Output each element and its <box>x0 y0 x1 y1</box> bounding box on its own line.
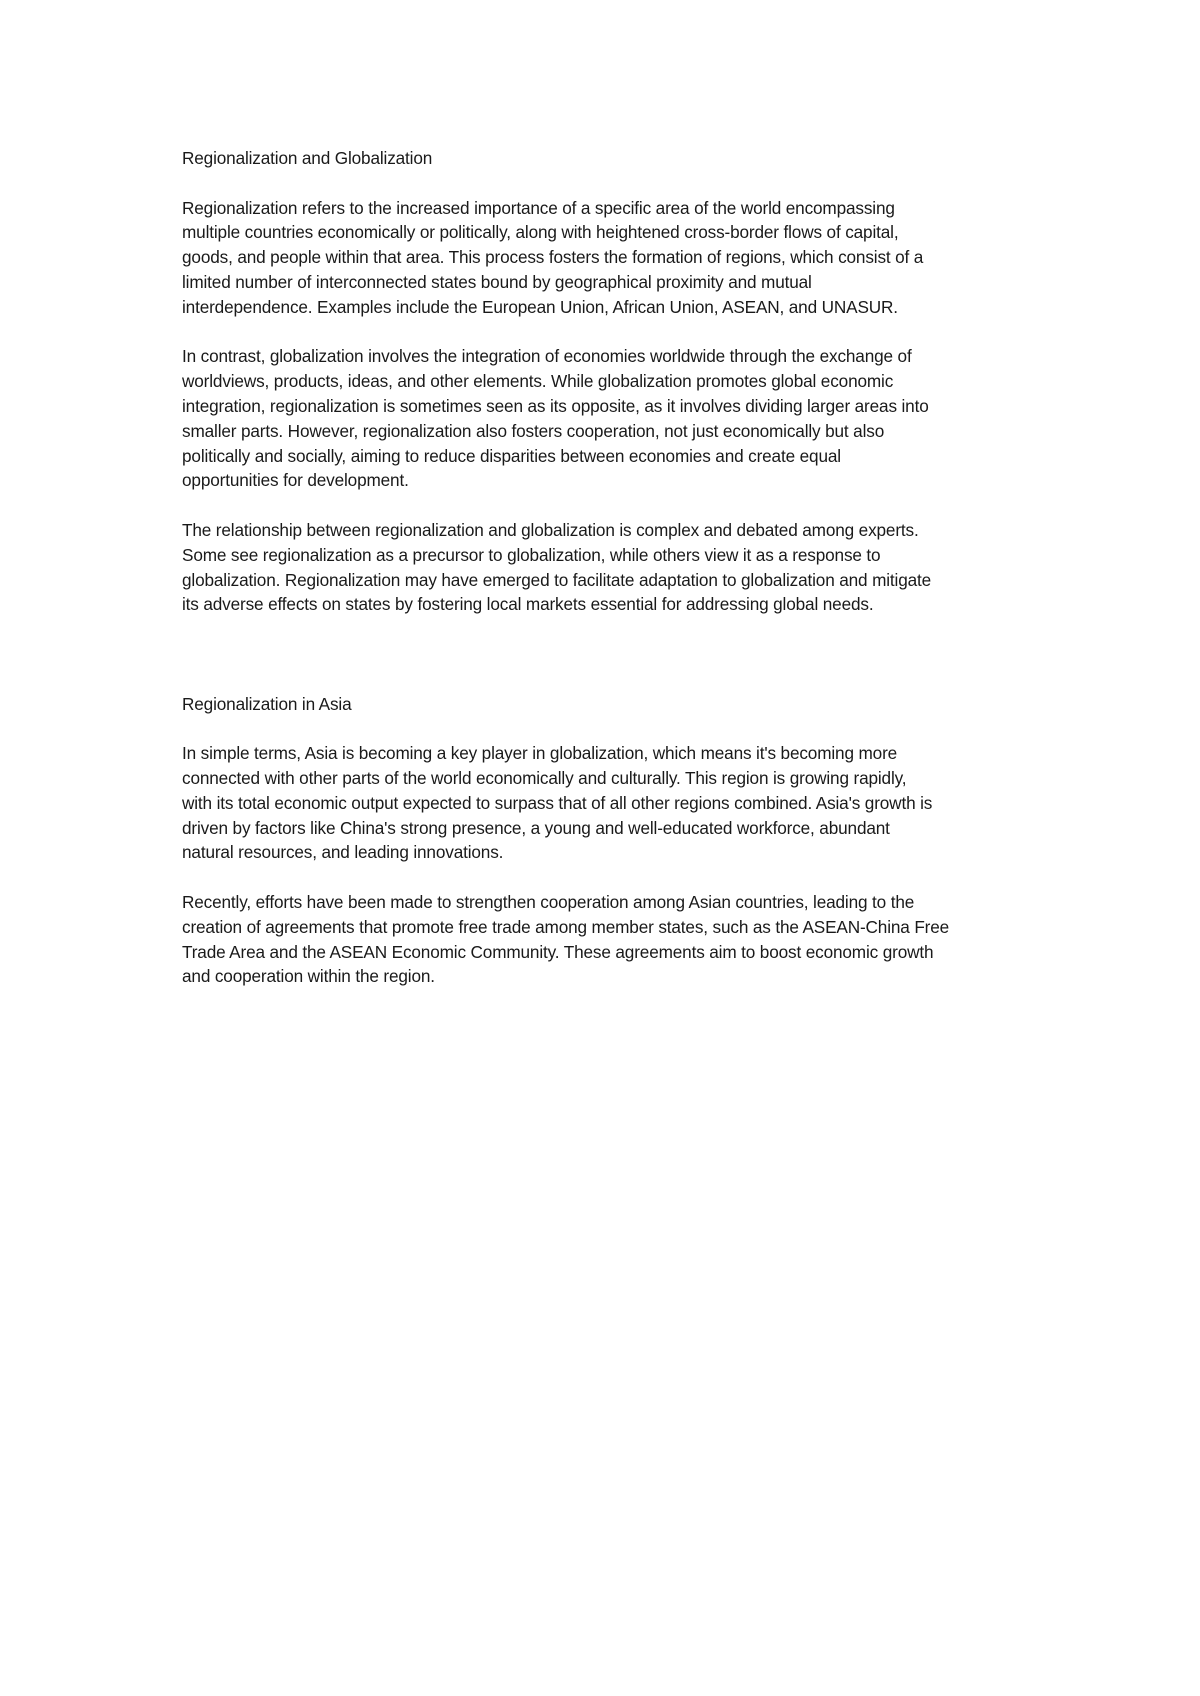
text-line: interdependence. Examples include the European Union, African Union, ASEAN, and UNASUR. <box>182 296 898 317</box>
text-line: Trade Area and the ASEAN Economic Community. These agreements aim to boost economic growth <box>182 941 934 962</box>
text-line: politically and socially, aiming to reduce disparities between economies and create equal <box>182 445 841 466</box>
text-line: multiple countries economically or politically, along with heightened cross-border flows of capital, <box>182 222 899 243</box>
text-line: Some see regionalization as a precursor to globalization, while others view it as a response to <box>182 544 881 565</box>
section-heading: Regionalization and Globalization <box>182 148 433 168</box>
text-line: smaller parts. However, regionalization also fosters cooperation, not just economically but also <box>182 420 885 441</box>
section-heading: Regionalization in Asia <box>182 693 352 714</box>
text-line: Recently, efforts have been made to strengthen cooperation among Asian countries, leading to the <box>182 891 915 912</box>
text-line: connected with other parts of the world economically and culturally. This region is growing rapidly, <box>182 767 907 788</box>
text-line: The relationship between regionalization and globalization is complex and debated among experts. <box>182 519 919 540</box>
text-line: its adverse effects on states by fostering local markets essential for addressing global needs. <box>182 594 874 615</box>
text-line: goods, and people within that area. This process fosters the formation of regions, which consist of a <box>182 247 924 268</box>
text-line: and cooperation within the region. <box>182 966 435 987</box>
text-line: In contrast, globalization involves the integration of economies worldwide through the exchange of <box>182 346 912 367</box>
text-line: creation of agreements that promote free trade among member states, such as the ASEAN-China Free <box>182 916 950 937</box>
text-line: natural resources, and leading innovations. <box>182 842 504 863</box>
text-line: Regionalization refers to the increased importance of a specific area of the world encompassing <box>182 197 895 218</box>
text-line: In simple terms, Asia is becoming a key player in globalization, which means it's becoming more <box>182 743 898 764</box>
text-line: opportunities for development. <box>182 470 409 491</box>
paragraph <box>182 518 1032 617</box>
text-line: integration, regionalization is sometimes seen as its opposite, as it involves dividing larger areas into <box>182 395 929 416</box>
paragraph <box>182 890 1032 989</box>
text-line: with its total economic output expected to surpass that of all other regions combined. Asia's growth is <box>182 792 933 813</box>
paragraph <box>182 344 1032 493</box>
document-page <box>182 146 1032 989</box>
text-line: worldviews, products, ideas, and other elements. While globalization promotes global economic <box>182 371 894 392</box>
text-line: driven by factors like China's strong presence, a young and well-educated workforce, abundant <box>182 817 890 838</box>
paragraph <box>182 196 1032 320</box>
paragraph <box>182 741 1032 865</box>
text-line: globalization. Regionalization may have emerged to facilitate adaptation to globalization and mitigate <box>182 569 932 590</box>
text-line: limited number of interconnected states bound by geographical proximity and mutual <box>182 271 812 292</box>
